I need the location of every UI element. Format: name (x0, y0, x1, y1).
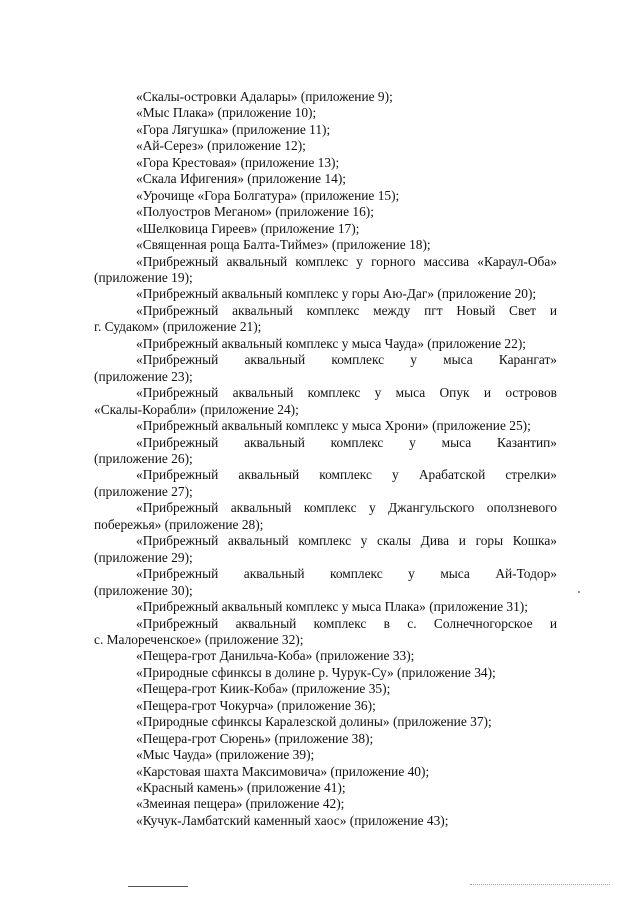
list-item-text: «Мыс Чауда» (приложение 39); (136, 747, 315, 763)
list-item-text: «Природные сфинксы Каралезской долины» (приложение 37); (136, 714, 492, 730)
list-item-text: «Красный камень» (приложение 41); (136, 780, 346, 796)
list-item-text: «Прибрежный аквальный комплекс у Арабатской стрелки» (136, 467, 557, 483)
list-item (94, 122, 557, 138)
list-item (94, 352, 557, 385)
list-item-text: «Змеиная пещера» (приложение 42); (136, 796, 345, 812)
list-item-text: «Скала Ифигения» (приложение 14); (136, 171, 347, 187)
list-item-text: «Пещера-грот Чокурча» (приложение 36); (136, 697, 376, 713)
list-item (94, 303, 557, 336)
list-item (94, 764, 557, 780)
list-item (94, 747, 557, 763)
list-item-text: «Ай-Серез» (приложение 12); (136, 138, 306, 154)
list-item (94, 599, 557, 615)
appendix-list (94, 89, 557, 829)
list-item-text: «Прибрежный аквальный комплекс у мыса Плака» (приложение 31); (136, 599, 528, 615)
list-item (94, 418, 557, 434)
list-item (94, 254, 557, 287)
list-item-continuation: «Скалы-Корабли» (приложение 24); (94, 401, 299, 417)
list-item-continuation: (приложение 19); (94, 269, 193, 285)
list-item (94, 188, 557, 204)
list-item-text: «Прибрежный аквальный комплекс между пгт Новый Свет и (136, 302, 557, 318)
list-item (94, 138, 557, 154)
list-item-text: «Природные сфинксы в долине р. Чурук-Су» (приложение 34); (136, 664, 496, 680)
list-item (94, 155, 557, 171)
list-item-text: «Прибрежный аквальный комплекс у Джангульского оползневого (136, 500, 557, 516)
list-item (94, 780, 557, 796)
list-item-text: «Прибрежный аквальный комплекс у скалы Дива и горы Кошка» (136, 533, 557, 549)
list-item-continuation: (приложение 29); (94, 549, 193, 565)
list-item-text: «Священная роща Балта-Тиймез» (приложение 18); (136, 237, 431, 253)
list-item-text: «Прибрежный аквальный комплекс у мыса Опук и островов (136, 385, 557, 401)
list-item-continuation: с. Малореченское» (приложение 32); (94, 631, 304, 647)
list-item-text: «Прибрежный аквальный комплекс у горного массива «Караул-Оба» (136, 253, 557, 269)
list-item-text: «Пещера-грот Киик-Коба» (приложение 35); (136, 681, 391, 697)
list-item (94, 533, 557, 566)
list-item (94, 500, 557, 533)
list-item-text: «Кучук-Ламбатский каменный хаос» (приложение 43); (136, 812, 449, 828)
list-item-continuation: побережья» (приложение 28); (94, 516, 264, 532)
list-item-continuation: (приложение 23); (94, 368, 193, 384)
list-item (94, 796, 557, 812)
list-item-text: «Прибрежный аквальный комплекс у мыса Ай-Тодор» (136, 566, 557, 582)
list-item-text: «Мыс Плака» (приложение 10); (136, 105, 317, 121)
list-item-text: «Пещера-грот Данильча-Коба» (приложение 33); (136, 648, 415, 664)
list-item (94, 616, 557, 649)
list-item (94, 171, 557, 187)
list-item (94, 665, 557, 681)
bottom-rule (128, 886, 188, 887)
list-item (94, 204, 557, 220)
list-item (94, 286, 557, 302)
list-item-text: «Прибрежный аквальный комплекс у горы Аю-Даг» (приложение 20); (136, 286, 537, 302)
list-item (94, 336, 557, 352)
list-item-text: «Полуостров Меганом» (приложение 16); (136, 204, 374, 220)
list-item (94, 467, 557, 500)
scan-speck (578, 591, 580, 593)
list-item-text: «Прибрежный аквальный комплекс у мыса Чауда» (приложение 22); (136, 335, 526, 351)
list-item-text: «Прибрежный аквальный комплекс у мыса Казантип» (136, 434, 557, 450)
list-item (94, 435, 557, 468)
list-item-text: «Прибрежный аквальный комплекс у мыса Карангат» (136, 352, 557, 368)
list-item (94, 237, 557, 253)
list-item-continuation: (приложение 26); (94, 450, 193, 466)
list-item-continuation: (приложение 30); (94, 582, 193, 598)
list-item-text: «Прибрежный аквальный комплекс у мыса Хрони» (приложение 25); (136, 418, 531, 434)
bottom-dotted-line (470, 884, 610, 887)
list-item-text: «Шелковица Гиреев» (приложение 17); (136, 220, 360, 236)
list-item (94, 681, 557, 697)
list-item (94, 566, 557, 599)
list-item (94, 385, 557, 418)
list-item (94, 105, 557, 121)
list-item-text: «Гора Лягушка» (приложение 11); (136, 121, 331, 137)
list-item-text: «Скалы-островки Адалары» (приложение 9); (136, 89, 393, 104)
list-item (94, 714, 557, 730)
list-item (94, 813, 557, 829)
list-item-text: «Гора Крестовая» (приложение 13); (136, 154, 340, 170)
list-item-text: «Прибрежный аквальный комплекс в с. Солнечногорское и (136, 615, 557, 631)
list-item-continuation: (приложение 27); (94, 483, 193, 499)
list-item (94, 648, 557, 664)
list-item-text: «Карстовая шахта Максимовича» (приложение 40); (136, 763, 430, 779)
list-item-text: «Урочище «Гора Болгатура» (приложение 15); (136, 187, 400, 203)
list-item (94, 89, 557, 105)
list-item-continuation: г. Судаком» (приложение 21); (94, 319, 262, 335)
list-item (94, 698, 557, 714)
list-item (94, 221, 557, 237)
list-item (94, 731, 557, 747)
list-item-text: «Пещера-грот Сюрень» (приложение 38); (136, 730, 374, 746)
